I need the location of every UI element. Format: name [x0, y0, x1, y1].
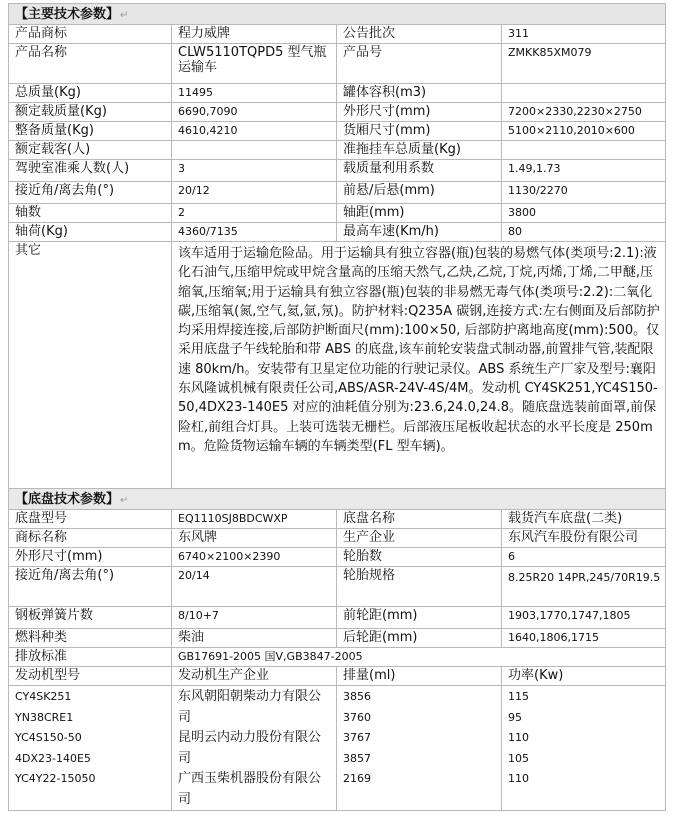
value-cell: 载货汽车底盘(二类)	[502, 510, 666, 529]
value-cell: 7200×2330,2230×2750	[502, 103, 666, 122]
value-cell: 1903,1770,1747,1805	[502, 607, 666, 629]
list-item: 广西玉柴机器股份有限公司	[178, 771, 322, 807]
table-row	[9, 510, 666, 529]
label-cell: 底盘名称	[337, 510, 502, 529]
value-cell: 1130/2270	[502, 182, 666, 204]
table-row	[9, 629, 666, 648]
engine-power-header: 功率(Kw)	[502, 667, 666, 686]
label-cell: 商标名称	[9, 529, 172, 548]
label-cell: 产品名称	[9, 44, 172, 84]
value-cell: 6	[502, 548, 666, 567]
value-cell: 20/12	[172, 182, 337, 204]
engine-maker-header: 发动机生产企业	[172, 667, 337, 686]
table-row	[9, 223, 666, 242]
label-cell: 轴距(mm)	[337, 204, 502, 223]
label-cell: 轴荷(Kg)	[9, 223, 172, 242]
value-cell: 4610,4210	[172, 122, 337, 141]
table-row	[9, 141, 666, 160]
label-cell: 额定载客(人)	[9, 141, 172, 160]
engine-displacement-header: 排量(ml)	[337, 667, 502, 686]
label-cell: 总质量(Kg)	[9, 84, 172, 103]
label-cell: 产品号	[337, 44, 502, 84]
emission-label: 排放标准	[9, 648, 172, 667]
engine-maker-list	[172, 686, 337, 811]
value-cell: CLW5110TQPD5 型气瓶运输车	[172, 44, 337, 84]
value-cell: 5100×2110,2010×600	[502, 122, 666, 141]
list-item: 95	[508, 710, 522, 724]
value-cell: 3	[172, 160, 337, 182]
label-cell: 载质量利用系数	[337, 160, 502, 182]
value-cell: ZMKK85XM079	[502, 44, 666, 84]
label-cell: 公告批次	[337, 25, 502, 44]
engine-header-row	[9, 667, 666, 686]
table-row	[9, 122, 666, 141]
label-cell: 产品商标	[9, 25, 172, 44]
label-cell: 最高车速(Km/h)	[337, 223, 502, 242]
table-row	[9, 648, 666, 667]
list-item: 110	[508, 731, 529, 744]
list-item: 昆明云内动力股份有限公司	[178, 730, 322, 766]
table-row	[9, 548, 666, 567]
engine-list-row	[9, 686, 666, 811]
value-cell: 6690,7090	[172, 103, 337, 122]
list-item: YN38CRE1	[15, 710, 74, 724]
table-row	[9, 567, 666, 607]
main-spec-title: 【主要技术参数】↵	[9, 4, 666, 25]
label-cell: 货厢尺寸(mm)	[337, 122, 502, 141]
value-cell: 1640,1806,1715	[502, 629, 666, 648]
other-label: 其它	[9, 242, 172, 489]
engine-displacement-list	[337, 686, 502, 811]
label-cell: 钢板弹簧片数	[9, 607, 172, 629]
label-cell: 燃料种类	[9, 629, 172, 648]
value-cell: 2	[172, 204, 337, 223]
other-text: 该车适用于运输危险品。用于运输具有独立容器(瓶)包装的易燃气体(类项号:2.1):液化石油气,压缩甲烷或甲烷含量高的压缩天然气,乙炔,乙烷,丁烷,丙烯,丁烯,二甲醚,压缩氧,压缩氧;用于运输具有独立容器(瓶)包装的非易燃无毒气体(类项号:2.2):二氧化碳,压缩氧(氮,空气,氦,氩,氖)。防护材料:Q235A 碳钢,连接方式:左右侧面及后部防护均采用焊接连接,后部防护断面尺(mm):100×50, 后部防护离地高度(mm):500。仅采用底盘子午线轮胎和带 ABS 的底盘,该车前轮安装盘式制动器,前置排气管,装配限速 80km/h。安装带有卫星定位功能的行驶记录仪。ABS 系统生产厂家及型号:襄阳东风隆诚机械有限责任公司,ABS/ASR-24V-4S/4M。发动机 CY4SK251,YC4S150-50,4DX23-140E5 对应的油耗值分别为:23.6,24.0,24.8。随底盘选装前面罩,前保险杠,前组合灯具。上装可选装无栅栏。后部液压尾板收起状态的水平长度是 250mm。危险货物运输车辆的车辆类型(FL 型车辆)。	[172, 242, 666, 489]
label-cell: 接近角/离去角(°)	[9, 182, 172, 204]
label-cell: 前悬/后悬(mm)	[337, 182, 502, 204]
list-item: CY4SK251	[15, 690, 72, 703]
label-cell: 轮胎数	[337, 548, 502, 567]
value-cell: 柴油	[172, 629, 337, 648]
table-row	[9, 204, 666, 223]
value-cell: 11495	[172, 84, 337, 103]
table-row	[9, 103, 666, 122]
list-item: 110	[508, 772, 529, 785]
value-cell: 311	[502, 25, 666, 44]
chassis-spec-title: 【底盘技术参数】↵	[9, 489, 666, 510]
value-cell	[172, 141, 337, 160]
emission-value: GB17691-2005 国Ⅴ,GB3847-2005	[172, 648, 666, 667]
table-row	[9, 529, 666, 548]
label-cell: 生产企业	[337, 529, 502, 548]
engine-power-list	[502, 686, 666, 811]
list-item: YC4Y22-15050	[15, 772, 96, 785]
value-cell: 程力威牌	[172, 25, 337, 44]
list-item: 115	[508, 690, 529, 703]
list-item: 3857	[343, 751, 371, 765]
table-row	[9, 182, 666, 204]
list-item: 3760	[343, 710, 371, 724]
table-row	[9, 160, 666, 182]
value-cell: 8.25R20 14PR,245/70R19.5	[502, 567, 666, 607]
value-cell: 1.49,1.73	[502, 160, 666, 182]
engine-model-header: 发动机型号	[9, 667, 172, 686]
list-item: 东风朝阳朝柴动力有限公司	[178, 689, 322, 725]
value-cell: 8/10+7	[172, 607, 337, 629]
value-cell: 东风牌	[172, 529, 337, 548]
value-cell: 3800	[502, 204, 666, 223]
value-cell: 东风汽车股份有限公司	[502, 529, 666, 548]
label-cell: 轮胎规格	[337, 567, 502, 607]
value-cell: 20/14	[172, 567, 337, 607]
label-cell: 外形尺寸(mm)	[337, 103, 502, 122]
label-cell: 底盘型号	[9, 510, 172, 529]
label-cell: 罐体容积(m3)	[337, 84, 502, 103]
label-cell: 轴数	[9, 204, 172, 223]
list-item: 4DX23-140E5	[15, 751, 91, 765]
label-cell: 外形尺寸(mm)	[9, 548, 172, 567]
list-item: YC4S150-50	[15, 731, 82, 744]
other-row	[9, 242, 666, 489]
engine-model-list	[9, 686, 172, 811]
label-cell: 驾驶室准乘人数(人)	[9, 160, 172, 182]
label-cell: 前轮距(mm)	[337, 607, 502, 629]
table-row	[9, 25, 666, 44]
spec-table	[8, 3, 666, 811]
table-row	[9, 44, 666, 84]
value-cell	[502, 84, 666, 103]
value-cell: 4360/7135	[172, 223, 337, 242]
list-item: 105	[508, 751, 529, 765]
label-cell: 准拖挂车总质量(Kg)	[337, 141, 502, 160]
list-item: 3767	[343, 731, 371, 744]
table-row	[9, 607, 666, 629]
list-item: 2169	[343, 772, 371, 785]
table-row	[9, 84, 666, 103]
label-cell: 额定载质量(Kg)	[9, 103, 172, 122]
value-cell: 6740×2100×2390	[172, 548, 337, 567]
list-item: 3856	[343, 690, 371, 703]
label-cell: 接近角/离去角(°)	[9, 567, 172, 607]
label-cell: 整备质量(Kg)	[9, 122, 172, 141]
value-cell: 80	[502, 223, 666, 242]
label-cell: 后轮距(mm)	[337, 629, 502, 648]
value-cell	[502, 141, 666, 160]
value-cell: EQ1110SJ8BDCWXP	[172, 510, 337, 529]
